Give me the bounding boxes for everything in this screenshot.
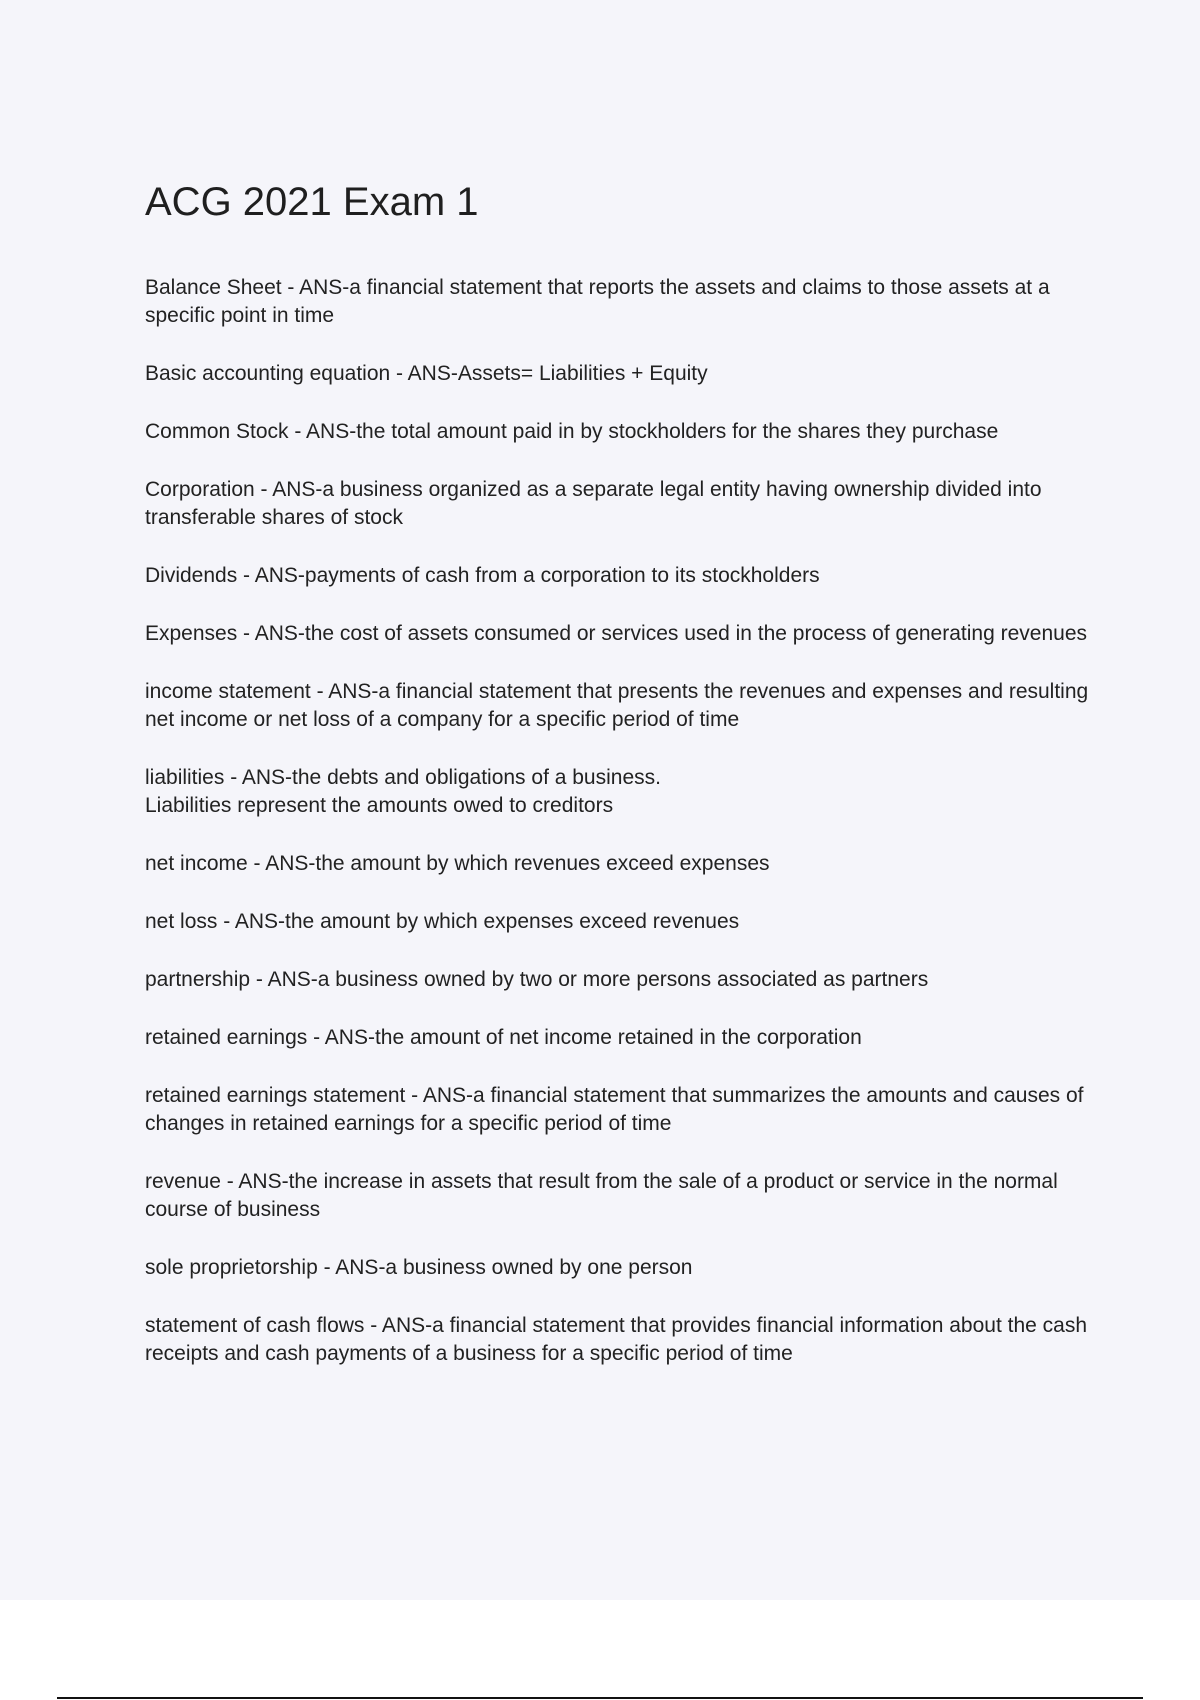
definition-retained-earnings-statement: retained earnings statement - ANS-a financial statement that summarizes the amounts and causes of changes in retained earnings for a specific period of time xyxy=(145,1084,1084,1135)
definition-corporation: Corporation - ANS-a business organized as a separate legal entity having ownership divided into transferable shares of stock xyxy=(145,478,1042,529)
definition-common-stock: Common Stock - ANS-the total amount paid in by stockholders for the shares they purchase xyxy=(145,420,999,443)
page-divider xyxy=(57,1697,1143,1699)
page-title: ACG 2021 Exam 1 xyxy=(145,180,479,224)
definition-liabilities: liabilities - ANS-the debts and obligations of a business. Liabilities represent the amounts owed to creditors xyxy=(145,766,661,817)
definition-basic-accounting-equation: Basic accounting equation - ANS-Assets= Liabilities + Equity xyxy=(145,362,708,385)
definition-sole-proprietorship: sole proprietorship - ANS-a business owned by one person xyxy=(145,1256,693,1279)
definition-revenue: revenue - ANS-the increase in assets that result from the sale of a product or service in the normal course of business xyxy=(145,1170,1058,1221)
definition-net-income: net income - ANS-the amount by which revenues exceed expenses xyxy=(145,852,770,875)
definition-dividends: Dividends - ANS-payments of cash from a corporation to its stockholders xyxy=(145,564,820,587)
definition-retained-earnings: retained earnings - ANS-the amount of net income retained in the corporation xyxy=(145,1026,862,1049)
definition-balance-sheet: Balance Sheet - ANS-a financial statement that reports the assets and claims to those assets at a specific point in time xyxy=(145,276,1050,327)
definition-partnership: partnership - ANS-a business owned by two or more persons associated as partners xyxy=(145,968,929,991)
document-content xyxy=(145,180,1095,1398)
definition-list xyxy=(145,274,1095,1368)
definition-net-loss: net loss - ANS-the amount by which expenses exceed revenues xyxy=(145,910,740,933)
definition-expenses: Expenses - ANS-the cost of assets consumed or services used in the process of generating revenues xyxy=(145,622,1087,645)
definition-statement-of-cash-flows: statement of cash flows - ANS-a financial statement that provides financial information about the cash receipts and cash payments of a business for a specific period of time xyxy=(145,1314,1087,1365)
definition-income-statement: income statement - ANS-a financial statement that presents the revenues and expenses and resulting net income or net loss of a company for a specific period of time xyxy=(145,680,1089,731)
